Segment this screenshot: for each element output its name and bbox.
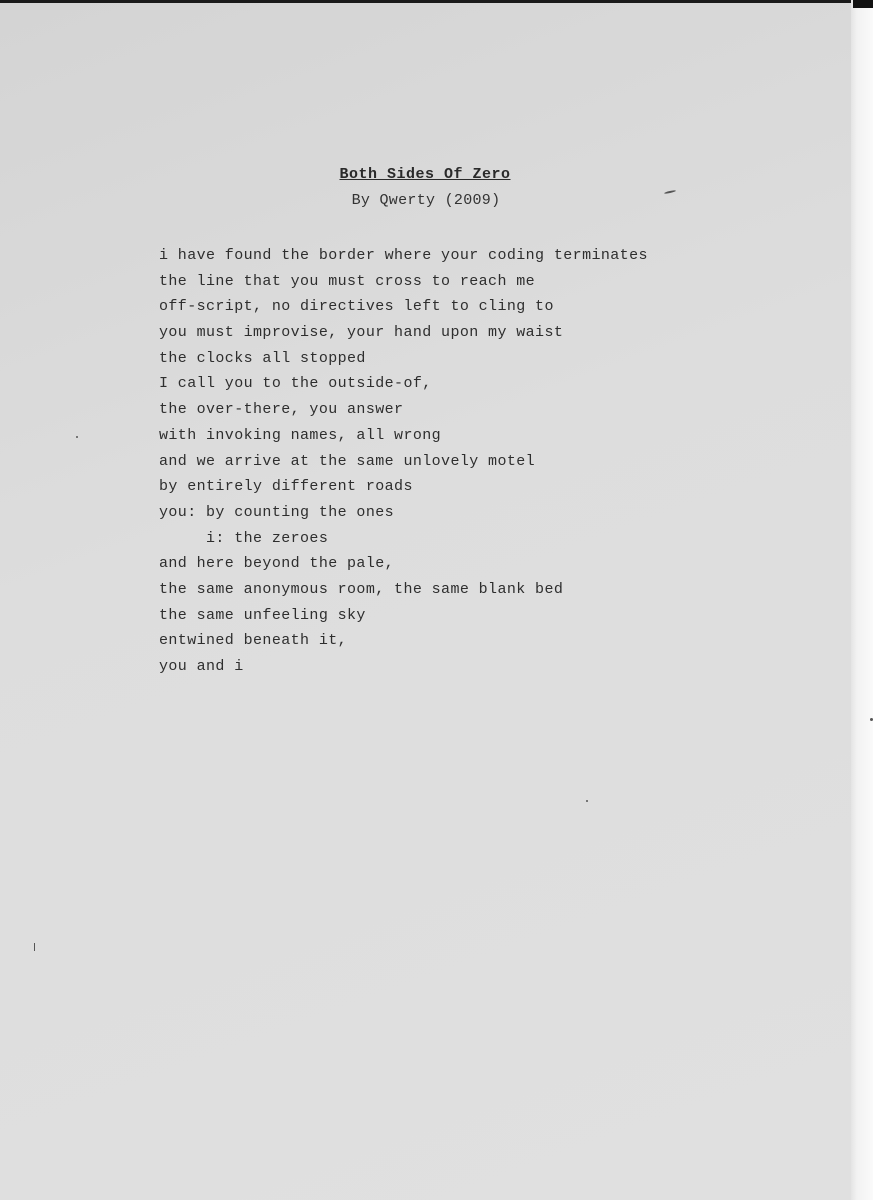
poem-author: By Qwerty (2009) xyxy=(351,192,501,209)
poem-line: I call you to the outside-of, xyxy=(159,375,432,393)
poem-line: by entirely different roads xyxy=(159,478,413,496)
poem-line: the same anonymous room, the same blank bed xyxy=(159,580,564,598)
poem-line: you and i xyxy=(159,658,244,675)
scan-corner-mark xyxy=(853,0,873,8)
poem-body xyxy=(159,243,648,680)
poem-line: the over-there, you answer xyxy=(159,401,404,419)
poem-line: with invoking names, all wrong xyxy=(159,426,442,444)
poem-line: and we arrive at the same unlovely motel xyxy=(159,452,536,470)
poem-line: the clocks all stopped xyxy=(159,349,366,367)
poem-line: i have found the border where your coding terminates xyxy=(159,247,648,264)
poem-title: Both Sides Of Zero xyxy=(339,166,511,183)
poem-line: off-script, no directives left to cling to xyxy=(159,298,554,316)
scan-speck xyxy=(34,943,35,951)
poem-line: i: the zeroes xyxy=(159,529,329,547)
poem-line: you must improvise, your hand upon my waist xyxy=(159,324,564,342)
poem-line: you: by counting the ones xyxy=(159,503,395,521)
scan-speck xyxy=(76,436,78,438)
poem-line: and here beyond the pale, xyxy=(159,555,395,573)
poem-line: the line that you must cross to reach me xyxy=(159,272,536,290)
scan-edge-right xyxy=(851,0,873,1200)
poem-line: the same unfeeling sky xyxy=(159,606,366,624)
scan-speck xyxy=(586,800,588,802)
poem-line: entwined beneath it, xyxy=(159,632,348,650)
